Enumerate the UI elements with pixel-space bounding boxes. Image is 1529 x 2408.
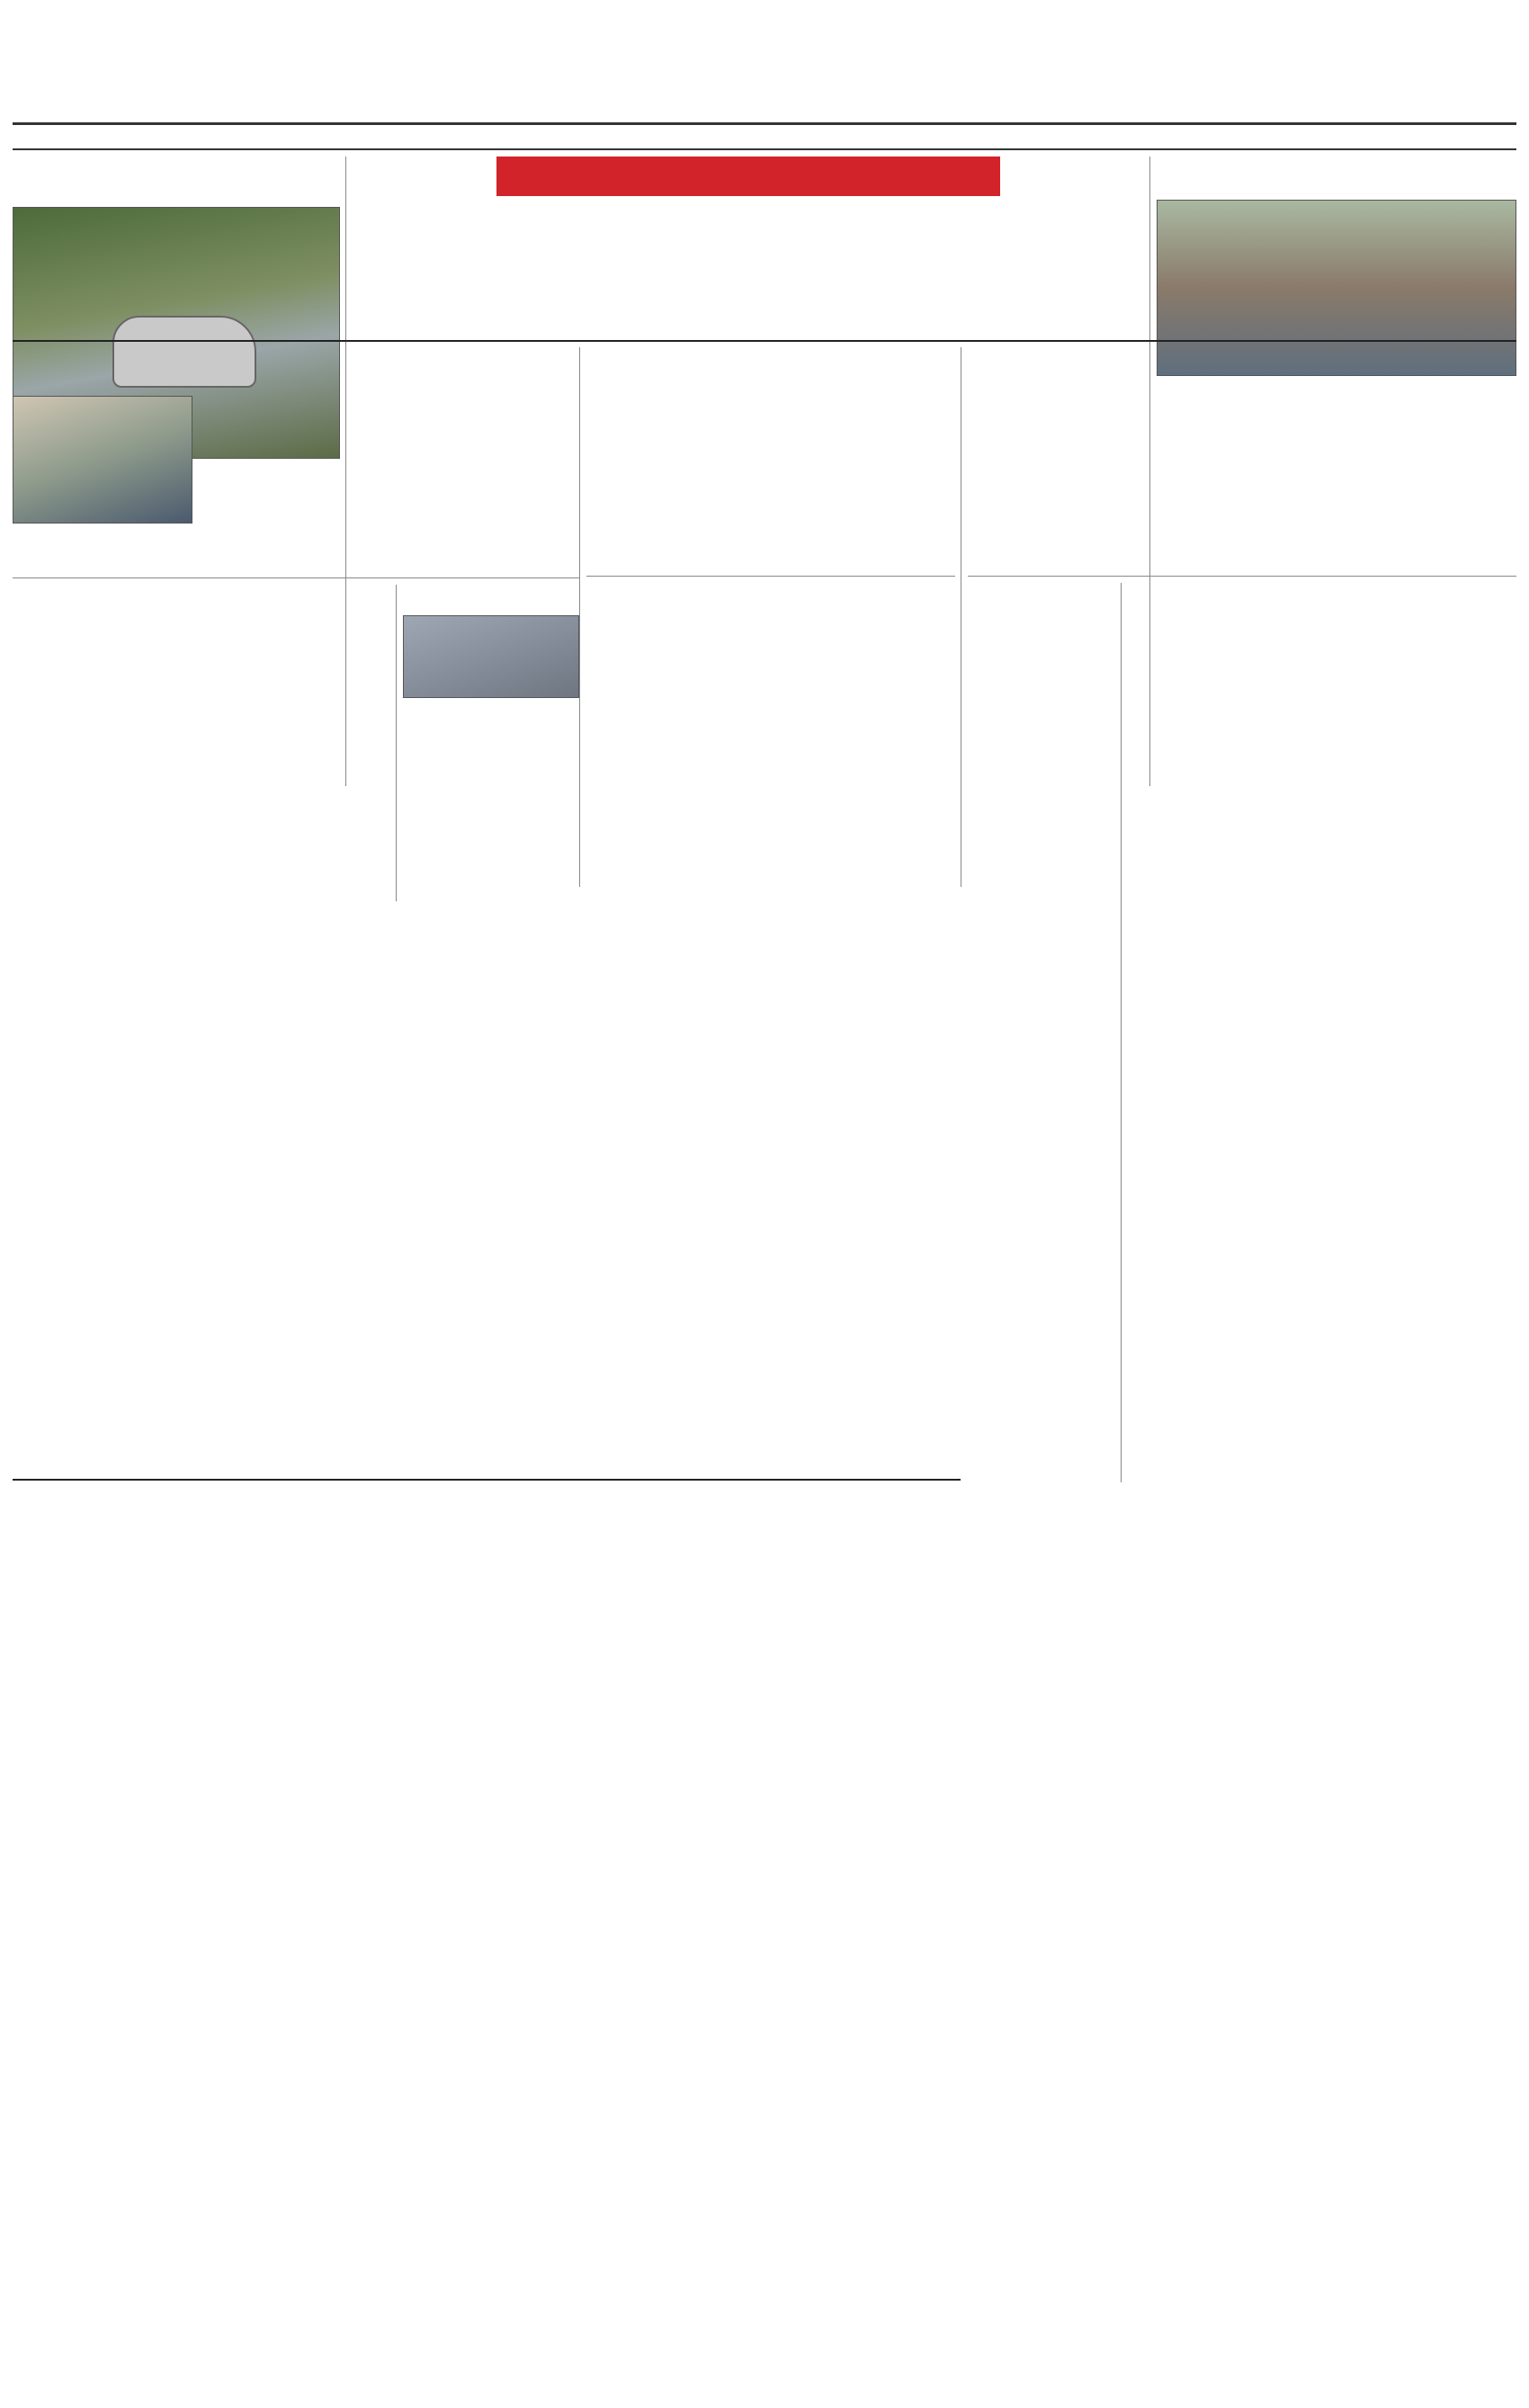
brand-name [1327,29,1525,83]
masthead-title [216,2,971,110]
headline [586,347,955,394]
story-smuggler [403,585,579,901]
story-program-block [586,585,955,901]
column-rule [1121,583,1122,1482]
headline [403,585,579,612]
headline [968,347,1516,392]
story-truck [968,576,1516,577]
story-arrest [968,347,1516,572]
headline [586,585,955,626]
headline [13,585,390,630]
headline [1157,157,1516,196]
headline [968,583,1115,673]
lower-rule [13,1479,961,1481]
masthead-rule [13,122,1516,125]
headline [353,201,1144,264]
anniversary-logo [1214,13,1313,121]
kicker-banner [496,157,1000,196]
masthead [0,0,1529,151]
headline [1128,583,1516,673]
headline [13,157,340,203]
smuggler-photo [403,615,579,698]
story-transformer [1128,583,1516,997]
lic-photo [13,396,192,524]
story-economics [13,585,390,901]
column-rule [579,347,580,887]
story-program [586,576,955,577]
column-rule [396,585,397,901]
headline [13,347,574,394]
story-truck-block [968,583,1115,1482]
section-rule [13,340,1516,342]
section-rule [13,577,579,578]
lic-body [13,396,574,576]
masthead-rule-bottom [13,148,1516,150]
